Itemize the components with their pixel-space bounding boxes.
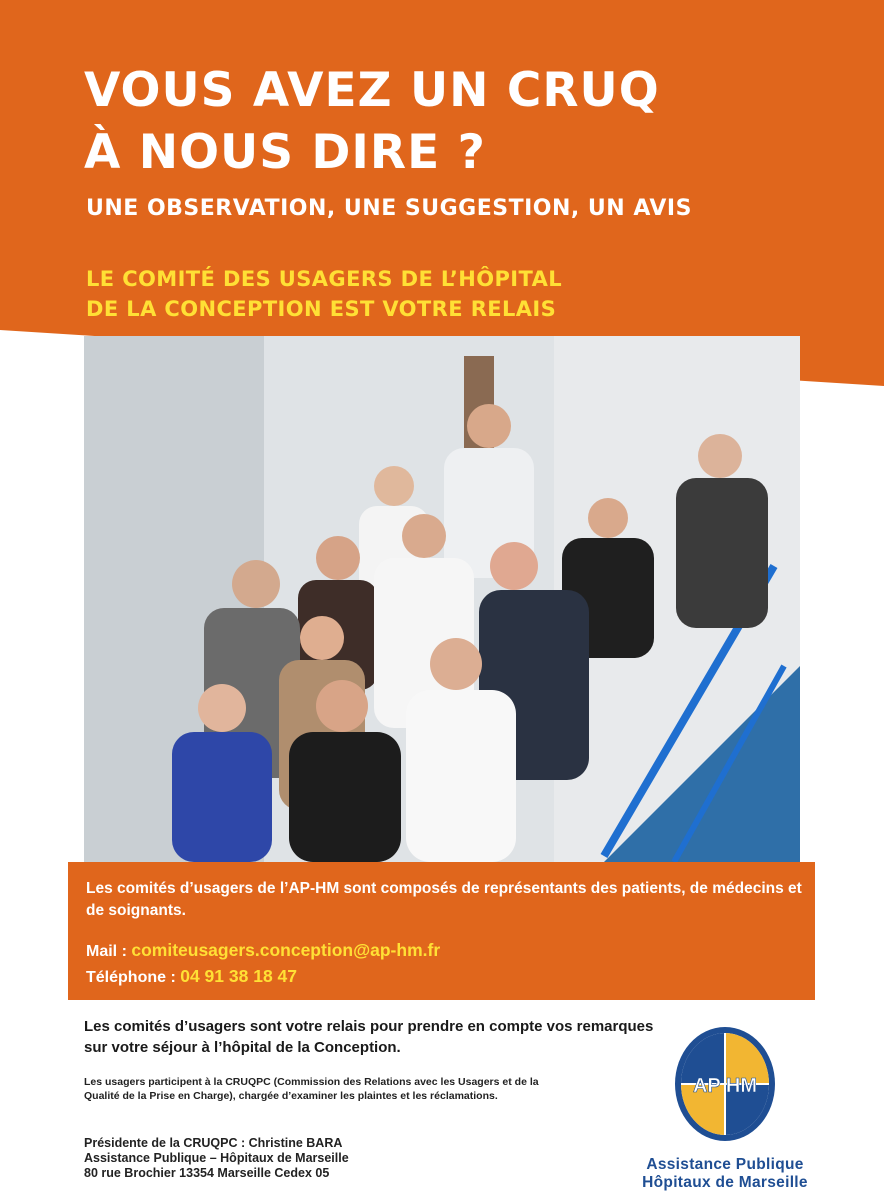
subheadline: UNE OBSERVATION, UNE SUGGESTION, UN AVIS xyxy=(86,196,692,221)
committee-statement xyxy=(86,264,562,324)
phone-label: Téléphone : xyxy=(86,969,181,986)
street-line: 80 rue Brochier 13354 Marseille Cedex 05 xyxy=(84,1166,330,1180)
group-photo xyxy=(84,336,800,862)
logo-mark-text: AP HM xyxy=(692,1075,758,1097)
cruqpc-paragraph: Les usagers participent à la CRUQPC (Commission des Relations avec les Usagers et de la Qualité de la Prise en Charge), chargée d’examiner les plaintes et les réclamations. xyxy=(84,1076,539,1102)
phone-row xyxy=(86,964,440,990)
phone-number[interactable]: 04 91 38 18 47 xyxy=(180,966,298,986)
mail-label: Mail : xyxy=(86,943,132,960)
headline-line-1: VOUS AVEZ UN CRUQ xyxy=(84,63,660,118)
mail-row xyxy=(86,938,440,964)
committee-line-2: DE LA CONCEPTION EST VOTRE RELAIS xyxy=(86,297,557,321)
logo-caption xyxy=(628,1156,822,1192)
committee-description: Les comités d’usagers de l’AP-HM sont composés de représentants des patients, de médecins et de soignants. xyxy=(86,880,802,919)
logo-caption-line-2: Hôpitaux de Marseille xyxy=(642,1174,808,1191)
aphm-logo-icon xyxy=(672,1024,778,1144)
headline-line-2: À NOUS DIRE ? xyxy=(84,125,486,180)
committee-line-1: LE COMITÉ DES USAGERS DE L’HÔPITAL xyxy=(86,267,562,291)
president-line: Présidente de la CRUQPC : Christine BARA xyxy=(84,1136,343,1150)
address-block xyxy=(84,1136,349,1181)
mail-link[interactable]: comiteusagers.conception@ap-hm.fr xyxy=(131,940,441,960)
relay-paragraph: Les comités d’usagers sont votre relais pour prendre en compte vos remarques sur votre séjour à l’hôpital de la Conception. xyxy=(84,1018,654,1056)
logo-caption-line-1: Assistance Publique xyxy=(646,1156,804,1173)
organization-line: Assistance Publique – Hôpitaux de Marseille xyxy=(84,1151,349,1165)
contact-details xyxy=(86,938,440,990)
info-box xyxy=(68,862,815,1000)
header-band xyxy=(0,0,884,390)
headline xyxy=(84,60,660,184)
